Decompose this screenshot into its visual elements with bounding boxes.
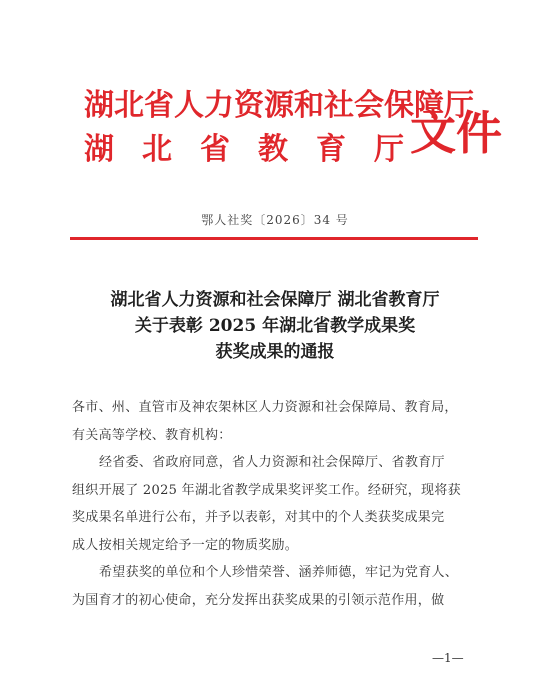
paragraph-line: 希望获奖的单位和个人珍惜荣誉、涵养师德，牢记为党育人、 (99, 565, 459, 580)
issuer-name-education-department: 湖北省教育厅 (84, 132, 432, 167)
paragraph-line: 为国育才的初心使命，充分发挥出获奖成果的引领示范作用，做 (72, 592, 445, 608)
paragraph-line: 经省委、省政府同意，省人力资源和社会保障厅、省教育厅 (99, 455, 445, 470)
document-title (0, 287, 550, 365)
document-number: 鄂人社奖〔2026〕34 号 (201, 213, 349, 227)
page-number: —1— (432, 651, 464, 665)
addressee-line: 有关高等学校、教育机构： (72, 427, 232, 443)
title-line: 湖北省人力资源和社会保障厅 湖北省教育厅 (110, 290, 440, 310)
addressee-line: 各市、州、直管市及神农架林区人力资源和社会保障局、教育局， (72, 400, 458, 415)
paragraph-line: 组织开展了 2025 年湖北省教学成果奖评奖工作。经研究，现将获 (72, 482, 461, 498)
body-paragraph (72, 559, 492, 614)
body-paragraph (72, 449, 492, 559)
document-body (72, 394, 492, 614)
paragraph-line: 成人按相关规定给予一定的物质奖励。 (72, 537, 299, 553)
title-line: 关于表彰 2025 年湖北省教学成果奖 (134, 316, 416, 336)
title-line: 获奖成果的通报 (215, 342, 335, 362)
red-divider-line (70, 237, 478, 240)
paragraph-line: 奖成果名单进行公布，并予以表彰，对其中的个人类获奖成果完 (72, 510, 445, 525)
document-header (84, 88, 502, 178)
document-type-label: 文件 (410, 106, 502, 160)
issuer-name-hr-department: 湖北省人力资源和社会保障厅 (84, 88, 474, 123)
addressee (72, 394, 492, 449)
